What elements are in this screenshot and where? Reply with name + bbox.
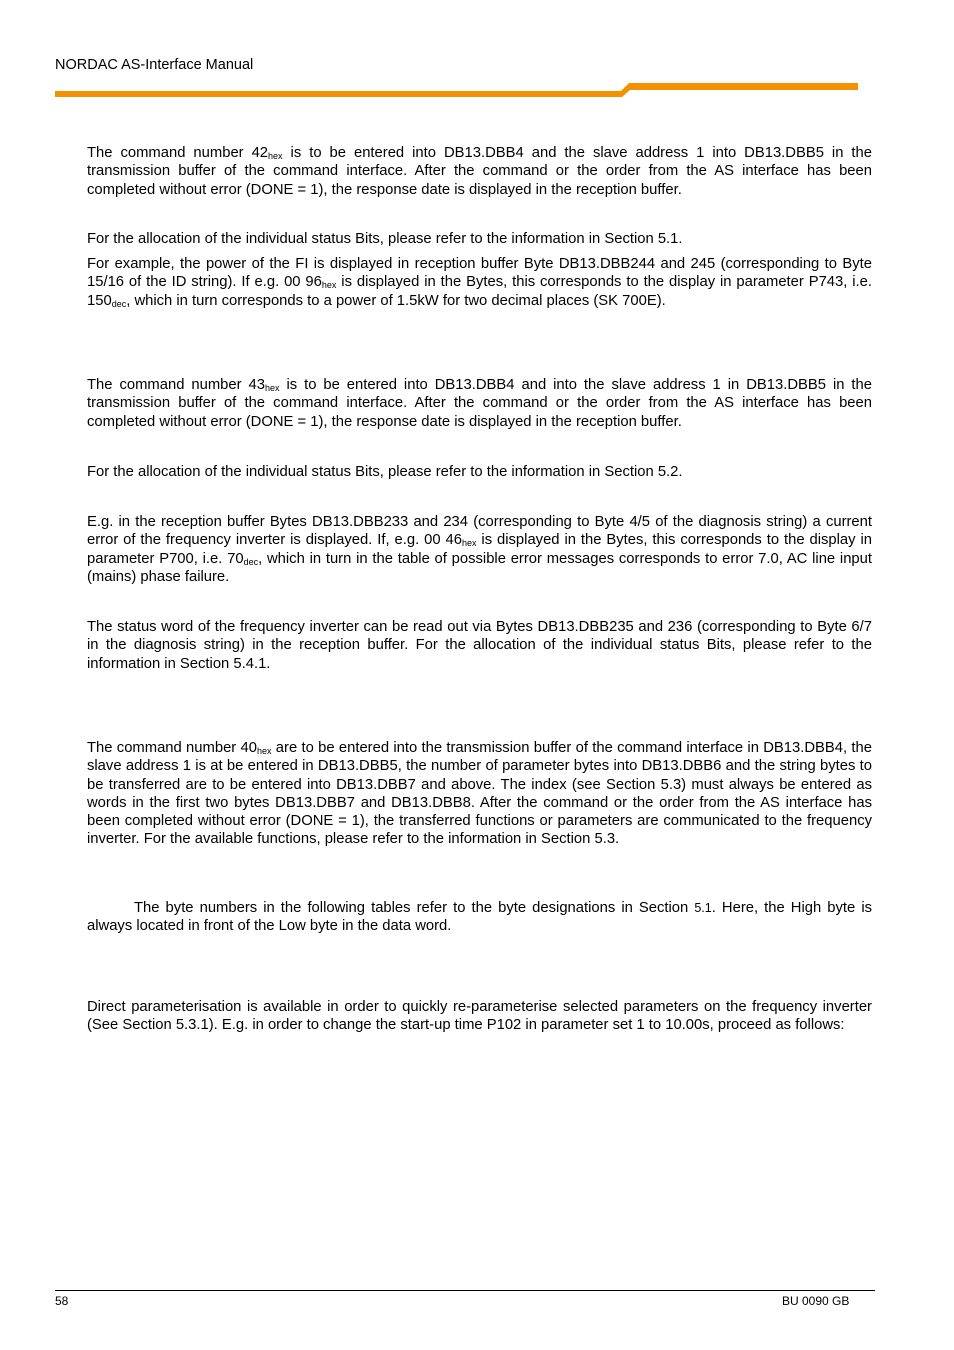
paragraph-command-40: The command number $40_{hex}$ are to be entered into the transmission buffer of the command interface in DB13.DBB4, the slave address 1 is at be entered in DB13.DBB5, the number of parameter bytes into DB13.DBB6 and the string bytes to be transferred are to be entered into DB13.DBB7 and above. The index (see Section 5.3) must always be entered as words in the first two bytes DB13.DBB7 and DB13.DBB8. After the command or the order from the AS interface has been completed without error (DONE = 1), the transferred functions or parameters are communicated to the frequency inverter. For the available functions, please refer to the information in Section 5.3. <box>87 740 872 848</box>
footer-doc-code: BU 0090 GB <box>782 1294 850 1308</box>
paragraph-status-bits-5-1: For the allocation of the individual status Bits, please refer to the information in Section 5.1. <box>87 231 683 247</box>
footer-page-number: 58 <box>55 1294 69 1308</box>
paragraph-command-43: The command number $43_{hex}$ is to be entered into DB13.DBB4 and into the slave address 1 in DB13.DBB5 in the transmission buffer of the command interface. After the command or the order from the AS interface has been completed without error (DONE = 1), the response date is displayed in the reception buffer. <box>87 377 872 430</box>
header-title: NORDAC AS-Interface Manual <box>55 57 254 73</box>
paragraph-error-example: E.g. in the reception buffer Bytes DB13.DBB233 and 234 (corresponding to Byte 4/5 of the diagnosis string) a current error of the frequency inverter is displayed. If, e.g. 00 $46_{hex}$ is displayed in the Bytes, this corresponds to the display in parameter P700, i.e. $70_{dec}$, which in turn in the table of possible error messages corresponds to error 7.0, AC line input (mains) phase failure. <box>87 514 873 585</box>
paragraph-power-example: For example, the power of the FI is displayed in reception buffer Byte DB13.DBB244 and 245 (corresponding to Byte 15/16 of the ID string). If e.g. 00 $96_{hex}$ is displayed in the Bytes, this corresponds to the display in parameter P743, i.e. $150_{dec}$, which in turn corresponds to a power of 1.5kW for two decimal places (SK 700E). <box>87 256 872 309</box>
orange-bar-shape <box>55 83 858 97</box>
paragraph-command-42: The command number $42_{hex}$ is to be entered into DB13.DBB4 and the slave address 1 into DB13.DBB5 in the transmission buffer of the command interface. After the command or the order from the AS interface has been completed without error (DONE = 1), the response date is displayed in the reception buffer. <box>87 145 872 198</box>
paragraph-direct-parameterisation: Direct parameterisation is available in order to quickly re-parameterise selected parameters on the frequency inverter (See Section 5.3.1). E.g. in order to change the start-up time P102 in parameter set 1 to 10.00s, proceed as follows: <box>87 999 872 1034</box>
paragraph-status-word: The status word of the frequency inverter can be read out via Bytes DB13.DBB235 and 236 (corresponding to Byte 6/7 in the diagnosis string) in the reception buffer. For the allocation of the individual status Bits, please refer to the information in Section 5.4.1. <box>87 619 872 672</box>
paragraph-status-bits-5-2: For the allocation of the individual status Bits, please refer to the information in Section 5.2. <box>87 464 683 480</box>
footer-rule <box>55 1290 875 1291</box>
paragraph-byte-numbers-note: The byte numbers in the following tables refer to the byte designations in Section 5.1. Here, the High byte is always located in front of the Low byte in the data word. <box>87 900 873 935</box>
header-orange-bar <box>0 80 954 100</box>
